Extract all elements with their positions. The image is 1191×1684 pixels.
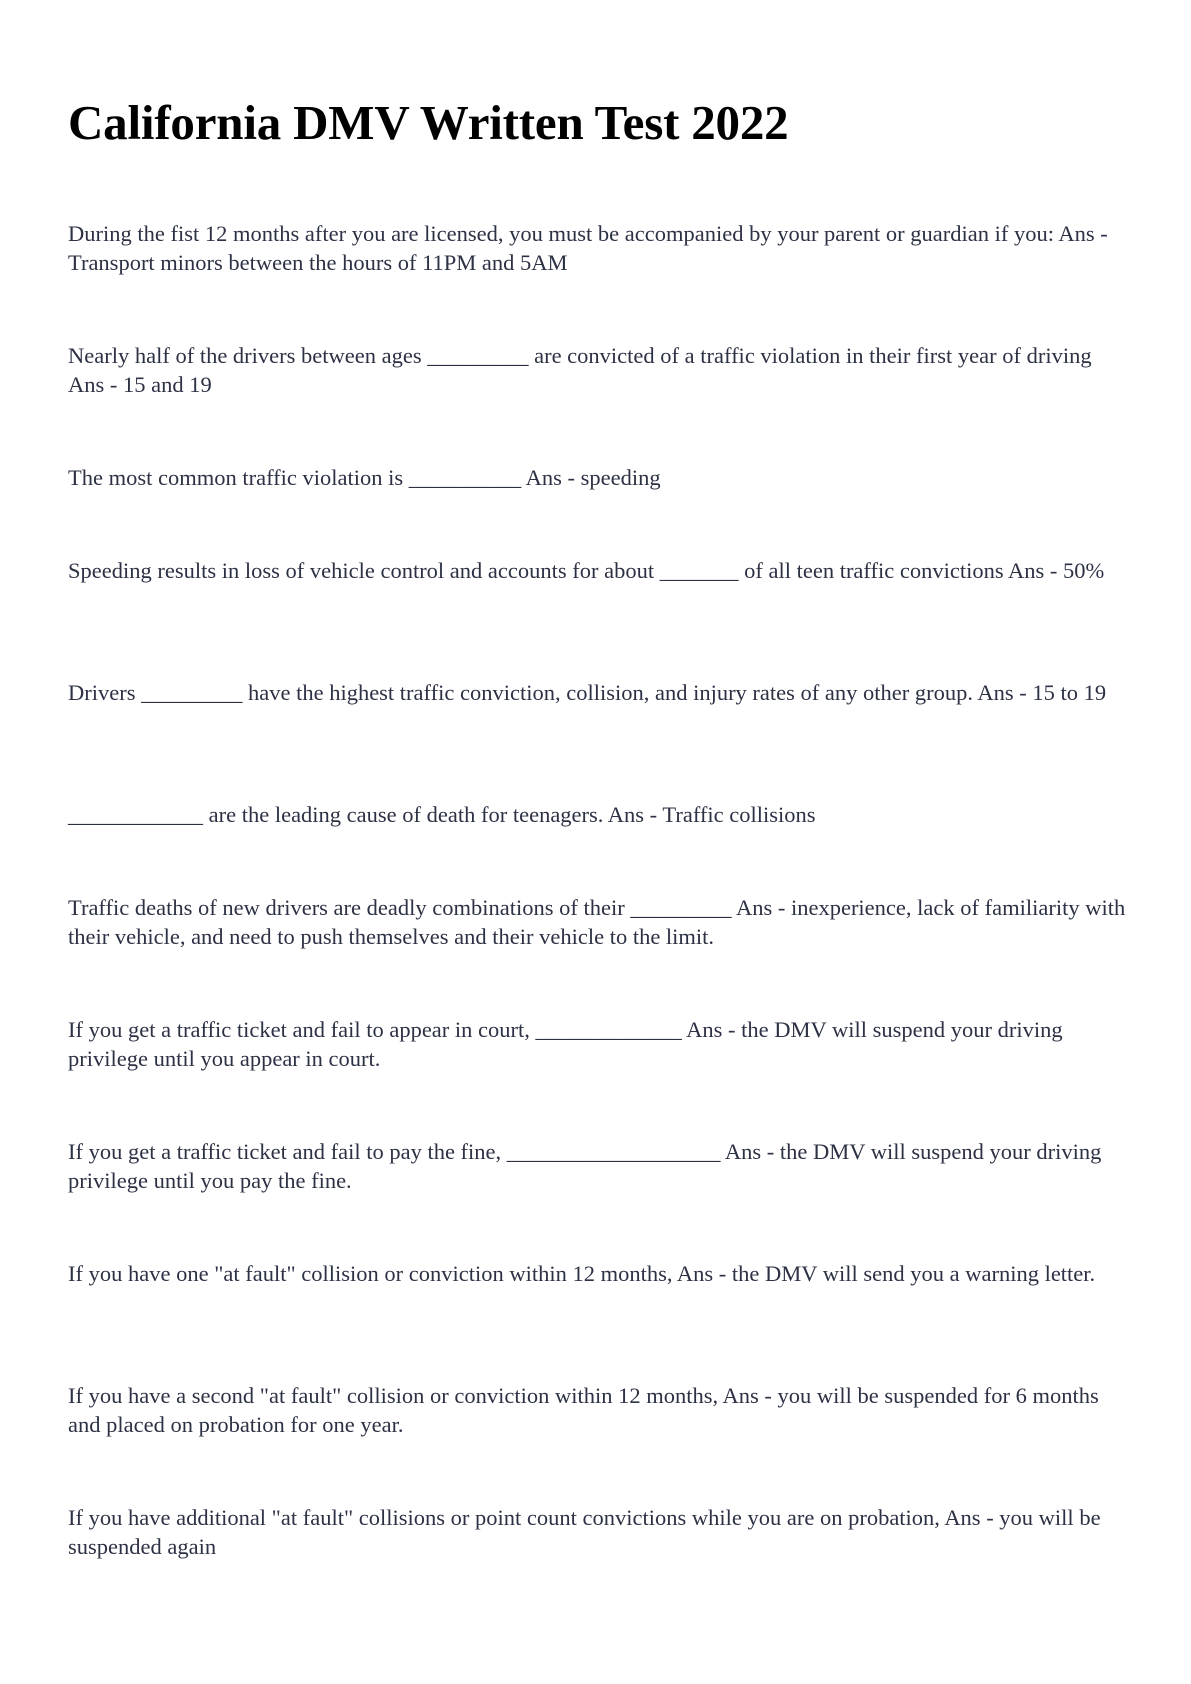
question-item-6: ____________ are the leading cause of death for teenagers. Ans - Traffic collisions <box>68 802 816 827</box>
document-title: California DMV Written Test 2022 <box>68 95 789 150</box>
question-item-7: Traffic deaths of new drivers are deadly combinations of their _________ Ans - inexperience, lack of familiarity with their vehicle, and need to push themselves and their vehicle to the limit. <box>68 895 1126 949</box>
question-item-12: If you have additional "at fault" collisions or point count convictions while you are on probation, Ans - you will be suspended again <box>68 1505 1101 1559</box>
question-item-4: Speeding results in loss of vehicle control and accounts for about _______ of all teen traffic convictions Ans - 50% <box>68 558 1105 583</box>
question-item-1: During the fist 12 months after you are licensed, you must be accompanied by your parent or guardian if you: Ans - Transport minors between the hours of 11PM and 5AM <box>68 221 1108 275</box>
question-item-3: The most common traffic violation is __________ Ans - speeding <box>68 465 661 490</box>
question-item-9: If you get a traffic ticket and fail to pay the fine, ___________________ Ans - the DMV will suspend your driving privilege until you pay the fine. <box>68 1139 1102 1193</box>
question-item-2: Nearly half of the drivers between ages _________ are convicted of a traffic violation in their first year of driving Ans - 15 and 19 <box>68 343 1092 397</box>
question-item-5: Drivers _________ have the highest traffic conviction, collision, and injury rates of any other group. Ans - 15 to 19 <box>68 680 1107 705</box>
question-item-8: If you get a traffic ticket and fail to appear in court, _____________ Ans - the DMV will suspend your driving privilege until you appear in court. <box>68 1017 1063 1071</box>
question-item-10: If you have one "at fault" collision or conviction within 12 months, Ans - the DMV will send you a warning letter. <box>68 1261 1096 1286</box>
question-item-11: If you have a second "at fault" collision or conviction within 12 months, Ans - you will be suspended for 6 months and placed on probation for one year. <box>68 1383 1099 1437</box>
